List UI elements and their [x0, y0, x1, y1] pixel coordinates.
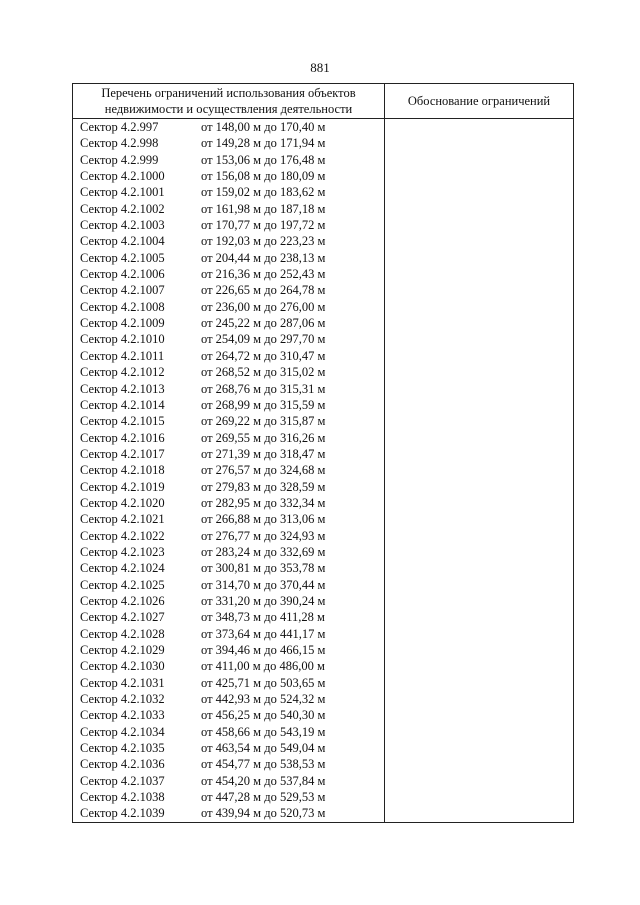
table-row [73, 805, 384, 821]
sector-range: от 463,54 м до 549,04 м [201, 741, 326, 756]
sector-name: Сектор 4.2.1019 [80, 479, 165, 494]
table-row [73, 266, 384, 282]
sector-name: Сектор 4.2.1003 [80, 218, 165, 233]
table-row [73, 233, 384, 249]
sector-name: Сектор 4.2.1030 [80, 659, 165, 674]
sector-range: от 442,93 м до 524,32 м [201, 692, 326, 707]
sector-range: от 236,00 м до 276,00 м [201, 299, 326, 314]
table-row [73, 789, 384, 805]
sector-name: Сектор 4.2.1010 [80, 332, 165, 347]
sector-name: Сектор 4.2.997 [80, 120, 159, 134]
table-row [73, 381, 384, 397]
sector-range: от 266,88 м до 313,06 м [201, 512, 326, 527]
sector-range: от 454,20 м до 537,84 м [201, 773, 326, 788]
table-row [73, 740, 384, 756]
sector-name: Сектор 4.2.1025 [80, 577, 165, 592]
table-row [73, 397, 384, 413]
table-row [73, 495, 384, 511]
sector-range: от 425,71 м до 503,65 м [201, 675, 326, 690]
sector-range: от 269,22 м до 315,87 м [201, 414, 326, 429]
sector-name: Сектор 4.2.1039 [80, 806, 165, 821]
sector-name: Сектор 4.2.1032 [80, 692, 165, 707]
sector-name: Сектор 4.2.1014 [80, 397, 165, 412]
sector-name: Сектор 4.2.1001 [80, 185, 165, 200]
sector-name: Сектор 4.2.1024 [80, 561, 165, 576]
sector-range: от 148,00 м до 170,40 м [201, 120, 326, 134]
table-row [73, 707, 384, 723]
sector-name: Сектор 4.2.1038 [80, 790, 165, 805]
restrictions-cell [73, 119, 385, 823]
table-row [73, 119, 384, 135]
table-row [73, 217, 384, 233]
sector-name: Сектор 4.2.1012 [80, 365, 165, 380]
sector-name: Сектор 4.2.1037 [80, 773, 165, 788]
sector-range: от 373,64 м до 441,17 м [201, 626, 326, 641]
sector-name: Сектор 4.2.1011 [80, 348, 165, 363]
sector-range: от 269,55 м до 316,26 м [201, 430, 326, 445]
table-row [73, 544, 384, 560]
sector-range: от 456,25 м до 540,30 м [201, 708, 326, 723]
sector-range: от 254,09 м до 297,70 м [201, 332, 326, 347]
sector-name: Сектор 4.2.1015 [80, 414, 165, 429]
table-row [73, 201, 384, 217]
sector-name: Сектор 4.2.1018 [80, 463, 165, 478]
table-row [73, 773, 384, 789]
sector-range: от 283,24 м до 332,69 м [201, 544, 326, 559]
sector-range: от 458,66 м до 543,19 м [201, 724, 326, 739]
sector-name: Сектор 4.2.1022 [80, 528, 165, 543]
sector-range: от 149,28 м до 171,94 м [201, 136, 326, 151]
table-body-row [73, 119, 574, 823]
sector-range: от 268,76 м до 315,31 м [201, 381, 326, 396]
sector-range: от 245,22 м до 287,06 м [201, 316, 326, 331]
sector-range: от 331,20 м до 390,24 м [201, 593, 326, 608]
table-row [73, 593, 384, 609]
sector-range: от 276,57 м до 324,68 м [201, 463, 326, 478]
sector-range: от 271,39 м до 318,47 м [201, 446, 326, 461]
sector-range: от 348,73 м до 411,28 м [201, 610, 325, 625]
restrictions-table [72, 83, 574, 823]
sector-name: Сектор 4.2.999 [80, 152, 159, 167]
table-row [73, 511, 384, 527]
sector-name: Сектор 4.2.1009 [80, 316, 165, 331]
sector-name: Сектор 4.2.998 [80, 136, 159, 151]
sector-range: от 282,95 м до 332,34 м [201, 495, 326, 510]
sector-range: от 226,65 м до 264,78 м [201, 283, 326, 298]
sector-range: от 276,77 м до 324,93 м [201, 528, 326, 543]
table-row [73, 364, 384, 380]
sector-name: Сектор 4.2.1006 [80, 267, 165, 282]
sector-name: Сектор 4.2.1023 [80, 544, 165, 559]
sector-range: от 439,94 м до 520,73 м [201, 806, 326, 821]
table-row [73, 413, 384, 429]
sector-name: Сектор 4.2.1029 [80, 643, 165, 657]
table-row [73, 756, 384, 772]
sector-name: Сектор 4.2.1031 [80, 675, 165, 690]
sector-range: от 192,03 м до 223,23 м [201, 234, 326, 249]
table-row [73, 658, 384, 674]
sector-name: Сектор 4.2.1035 [80, 741, 165, 756]
table-row [73, 331, 384, 347]
table-row [73, 609, 384, 625]
table-row [73, 282, 384, 298]
table-row [73, 479, 384, 495]
sector-range: от 264,72 м до 310,47 м [201, 348, 326, 363]
table-row [73, 348, 384, 364]
sector-name: Сектор 4.2.1016 [80, 430, 165, 445]
sector-name: Сектор 4.2.1027 [80, 610, 165, 625]
sector-name: Сектор 4.2.1020 [80, 495, 165, 510]
sector-range: от 161,98 м до 187,18 м [201, 201, 326, 216]
sector-name: Сектор 4.2.1002 [80, 201, 165, 216]
sector-name: Сектор 4.2.1000 [80, 169, 165, 184]
table-row [73, 152, 384, 168]
sector-name: Сектор 4.2.1026 [80, 593, 165, 608]
sector-name: Сектор 4.2.1017 [80, 446, 165, 461]
sector-name: Сектор 4.2.1036 [80, 757, 165, 772]
sector-name: Сектор 4.2.1021 [80, 512, 165, 527]
table-row [73, 250, 384, 266]
sector-range: от 300,81 м до 353,78 м [201, 561, 326, 576]
sector-name: Сектор 4.2.1005 [80, 250, 165, 265]
sector-range: от 156,08 м до 180,09 м [201, 169, 326, 184]
table-row [73, 642, 384, 658]
table-row [73, 430, 384, 446]
sector-range: от 204,44 м до 238,13 м [201, 250, 326, 265]
table-row [73, 577, 384, 593]
table-row [73, 446, 384, 462]
sector-name: Сектор 4.2.1008 [80, 299, 165, 314]
sector-range: от 216,36 м до 252,43 м [201, 267, 326, 282]
sector-name: Сектор 4.2.1028 [80, 626, 165, 641]
page-number: 881 [310, 60, 330, 75]
sector-range: от 454,77 м до 538,53 м [201, 757, 326, 772]
sector-range: от 394,46 м до 466,15 м [201, 643, 326, 657]
sector-range: от 159,02 м до 183,62 м [201, 185, 326, 200]
table-row [73, 691, 384, 707]
sector-name: Сектор 4.2.1004 [80, 234, 165, 249]
justification-cell [385, 119, 574, 823]
sector-range: от 279,83 м до 328,59 м [201, 479, 326, 494]
table-row [73, 675, 384, 691]
table-row [73, 168, 384, 184]
table-row [73, 184, 384, 200]
sector-range: от 153,06 м до 176,48 м [201, 152, 326, 167]
table-row [73, 299, 384, 315]
sector-range: от 314,70 м до 370,44 м [201, 577, 326, 592]
sector-name: Сектор 4.2.1007 [80, 283, 165, 298]
sector-name: Сектор 4.2.1034 [80, 724, 165, 739]
table-header-row [73, 84, 574, 119]
sector-range: от 447,28 м до 529,53 м [201, 790, 326, 805]
sector-name: Сектор 4.2.1013 [80, 381, 165, 396]
table-row [73, 528, 384, 544]
sector-range: от 268,99 м до 315,59 м [201, 397, 326, 412]
header-restrictions-list: Перечень ограничений использования объектов недвижимости и осуществления деятельности [73, 84, 385, 119]
table-row [73, 560, 384, 576]
header-justification: Обоснование ограничений [385, 84, 574, 119]
sector-range: от 411,00 м до 486,00 м [201, 659, 325, 674]
table-row [73, 626, 384, 642]
table-row [73, 315, 384, 331]
sector-name: Сектор 4.2.1033 [80, 708, 165, 723]
table-row [73, 135, 384, 151]
table-row [73, 462, 384, 478]
sector-range: от 268,52 м до 315,02 м [201, 365, 326, 380]
table-row [73, 724, 384, 740]
sector-range: от 170,77 м до 197,72 м [201, 218, 326, 233]
